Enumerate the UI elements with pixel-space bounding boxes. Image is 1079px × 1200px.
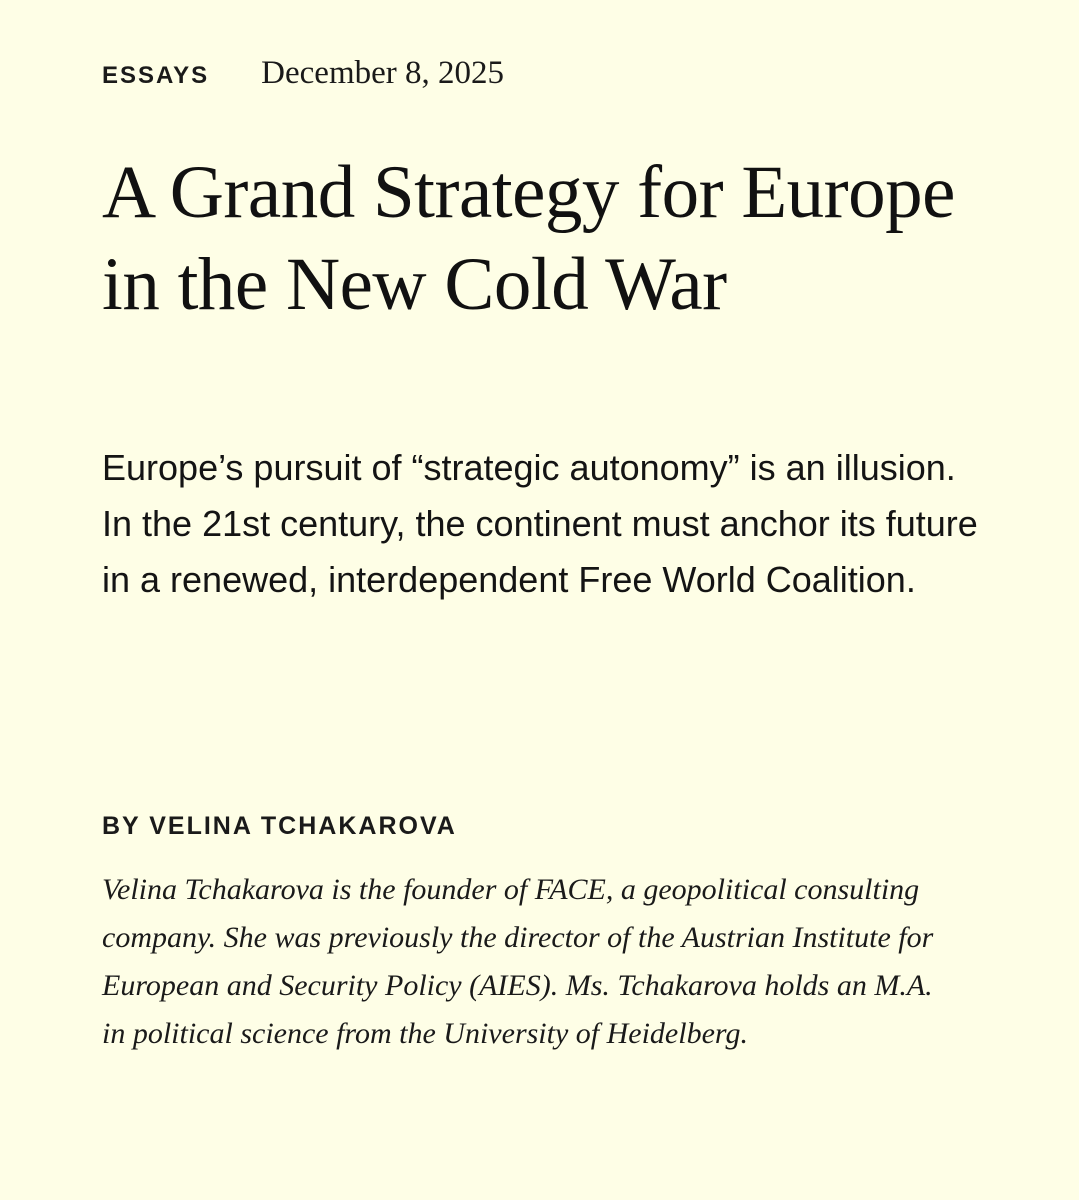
author-bio: Velina Tchakarova is the founder of FACE, a geopolitical consulting company. She was previously the director of the Austrian Institute for European and Security Policy (AIES). Ms. Tchakarova holds an M.A. in political science from the University of Heidelberg. bbox=[102, 873, 934, 1050]
article-dek: Europe’s pursuit of “strategic autonomy” is an illusion. In the 21st century, the continent must anchor its future in a renewed, interdependent Free World Coalition. bbox=[102, 447, 978, 600]
article-headline: A Grand Strategy for Europe in the New Cold War bbox=[102, 151, 955, 326]
article-meta bbox=[102, 55, 504, 95]
author-byline: BY VELINA TCHAKAROVA bbox=[102, 812, 457, 840]
publication-date: December 8, 2025 bbox=[261, 55, 504, 91]
section-link[interactable]: ESSAYS bbox=[102, 62, 210, 89]
